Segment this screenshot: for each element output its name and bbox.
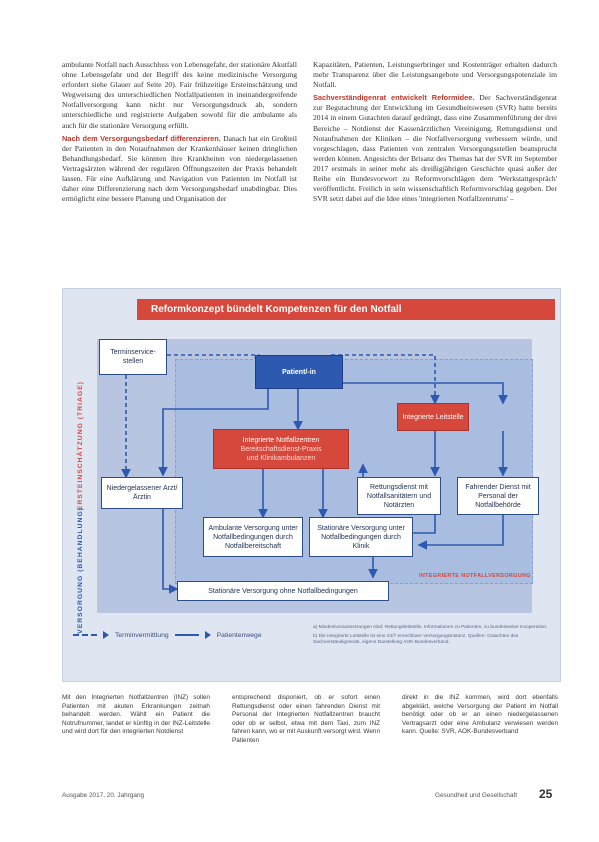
label-treatment: VERSORGUNG (BEHANDLUNG) <box>77 507 84 634</box>
box-label: Rettungsdienst mit Notfallsanitätern und Notärzten <box>366 483 432 509</box>
text-column-right <box>313 60 557 207</box>
arrow-head-icon <box>205 631 211 639</box>
paragraph <box>62 134 297 205</box>
run-in-heading: Sachverständigenrat entwickelt Reformidee. <box>313 93 475 103</box>
box-label: Integrierte Leitstelle <box>402 413 464 421</box>
run-in-heading: Nach dem Versorgungsbedarf differenzieren. <box>62 133 221 143</box>
box-label: Ambulante Versorgung unter Notfallbedingungen durch Notfallbereitschaft <box>208 524 298 550</box>
box-patient <box>255 355 343 389</box>
figure-note: b) Die Integrierte Leitstelle ist eine 24/7 erreichbare Versorgungsinstanz. Quellen: Gutachten des Sachverständigenrats, eigene Darstellung AOK-Bundesverband. <box>313 634 519 646</box>
legend-label: Terminvermittlung <box>115 631 169 639</box>
box-fahrender-dienst <box>457 477 539 515</box>
figure-notes <box>313 625 553 650</box>
caption-column: Mit den Integrierten Notfallzentren (INZ) sollen Patienten mit akuten Erkrankungen zeitnah behandelt werden. Wählt ein Patient die Notrufnummer, landet er künftig in der INZ-Leitstelle und wird dort für den integrierten Notdienst <box>62 694 210 736</box>
label-triage: ERSTEINSCHÄTZUNG (TRIAGE) <box>77 381 84 511</box>
box-niedergelassener-arzt <box>101 477 183 509</box>
footer-magazine: Gesundheit und Gesellschaft <box>435 792 518 799</box>
box-ambulante-versorgung <box>203 517 303 557</box>
reform-diagram <box>62 288 561 682</box>
dashed-line-icon <box>73 634 97 636</box>
caption-column: direkt in die INZ kommen, wird dort ebenfalls abgeklärt, welche Versorgung der Patient im Notfall benötigt oder ob er an einen niedergelassenen Vertragsarzt oder eine Ambulanz verwiesen werden kann. Quelle: SVR, AOK-Bundesverband <box>402 694 558 736</box>
box-label: Fahrender Dienst mit Personal der Notfallbehörde <box>465 483 531 509</box>
box-label: Terminservice-stellen <box>110 349 156 365</box>
page-number: 25 <box>539 787 553 801</box>
paragraph: Kapazitäten, Patienten, Leistungserbringer und Kostenträger erhalten dadurch mehr Transparenz über die Leistungsangebote und Versorgungspotenziale im Notfall. <box>313 60 557 90</box>
box-integrierte-notfallzentren <box>213 429 349 469</box>
box-sublabel: und Klinikambulanzen <box>246 454 316 462</box>
box-stationaere-versorgung <box>177 581 389 601</box>
paragraph <box>313 93 557 204</box>
paragraph: ambulante Notfall nach Ausschluss von Lebensgefahr, der stationäre Akutfall ohne Lebensgefahr und der Begriff des keine medizinische Versorgung erfordert siehe Glauer auf Seite 20). Fair frühzeitige Ersteinschätzung und Wegweisung des unterschiedlichen Notfallpatienten in ineinandergreifende Notfallversorgung kann nicht nur Versorgungsdruck ab, sondern unterschiedliche und registrierte Aufgaben sowohl für die ambulante als auch für die stationäre Versorgung erfüllt. <box>62 60 297 130</box>
paragraph-text: Der Sachverständigenrat zur Begutachtung der Entwicklung im Gesundheitswesen (SVR) hatte bereits 2014 in einem Gutachten darauf gedrängt, dass eine Zusammenführung der drei Bereiche – Notdienst der Kassenärztlichen Vereinigung, Rettungsdienst und Notaufnahmen der Kliniken – die Notfallversorgung verbessern würde, und vorgeschlagen, dass Patienten von zentralen Versorgungsstellen beansprucht werden können. Angesichts der Brisanz des Themas hat der SVR im September 2017 erstmals in seiner mehr als dreißigjährigen Geschichte quasi außer der Reihe ein Bundesvorwort zu Reformvorschlägen dem 'Werkstattgespräch' veröffentlicht. Freilich in sein wissenschaftlich Reformvorschlag gegeben. Der SVR setzt dabei auf die Idee eines 'integrierten Notfallzentrums' – <box>313 93 558 204</box>
footer-issue: Ausgabe 2017, 20. Jahrgang <box>62 792 145 799</box>
box-terminservice <box>99 339 167 375</box>
diagram-legend <box>73 631 262 639</box>
box-label: Stationäre Versorgung ohne Notfallbedingungen <box>208 587 358 595</box>
arrow-head-icon <box>103 631 109 639</box>
box-label: Niedergelassener Arzt/Ärztin <box>106 485 178 501</box>
box-label: Stationäre Versorgung unter Notfallbedingungen durch Klinik <box>317 524 405 550</box>
figure-note: a) Mindestvoraussetzungen sind: Rettungsleitstelle, Informationen zu Patienten, zu bundesweiter Kooperation. <box>313 625 548 630</box>
integrated-care-tag: INTEGRIERTE NOTFALLVERSORGUNG <box>419 573 531 579</box>
box-stationaere-notfall <box>309 517 413 557</box>
solid-line-icon <box>175 634 199 636</box>
legend-label: Patientenwege <box>216 631 262 639</box>
figure-title: Reformkonzept bündelt Kompetenzen für den Notfall <box>137 299 555 320</box>
box-label: Patient/-in <box>282 368 316 376</box>
box-rettungsdienst <box>357 477 441 515</box>
box-label: Integrierte Notfallzentren <box>242 436 320 444</box>
caption-column: entsprechend disponiert, ob er sofort einen Rettungsdienst oder einen fahrenden Dienst mit Personal der Integrierten Notfallzentren braucht oder ob er selbst, etwa mit dem Taxi, zum INZ fahren kann, wo er mit Auskunft versorgt wird. Wenn Patienten <box>232 694 380 744</box>
text-column-left <box>62 60 297 207</box>
box-integrierte-leitstelle <box>397 403 469 431</box>
box-sublabel: Bereitschaftsdienst-Praxis <box>240 445 322 453</box>
paragraph-text: Danach hat ein Großteil der Patienten in den Notaufnahmen der Krankenhäuser keinen dringlichen Behandlungsbedarf. Sie könnten ihre Krankheiten von niedergelassenen Vertragsärzten während der regulären Öffnungszeiten der Praxis behandelt lassen. Für eine Aufklärung und Navigation von Patienten im Notfall ist daher eine Differenzierung nach dem Versorgungsbedarf unabdingbar. Dies ermöglicht eine bessere Planung und Organisation der <box>62 133 297 204</box>
